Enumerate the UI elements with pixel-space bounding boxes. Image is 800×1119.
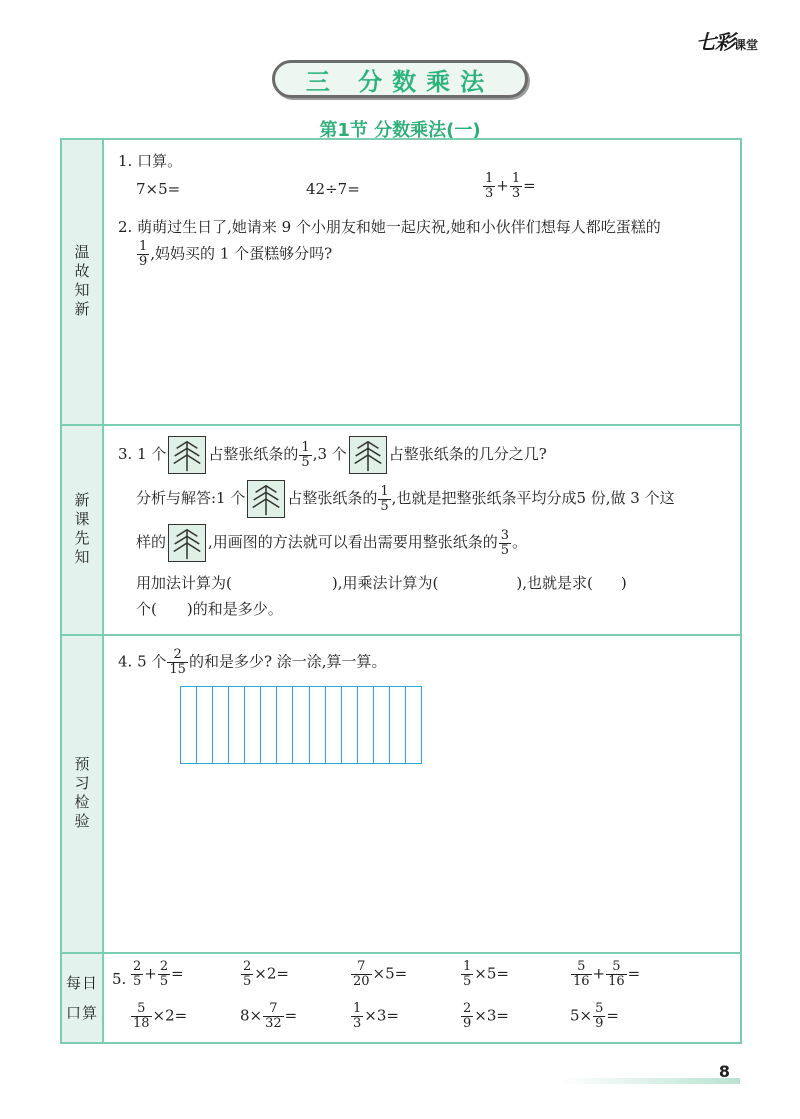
strip-cell[interactable] <box>197 687 213 763</box>
strip-cell[interactable] <box>390 687 406 763</box>
page-bar <box>560 1078 740 1084</box>
fraction: $\frac{5}{9}$ <box>595 1001 604 1031</box>
fraction: $\frac{1}{3}$ <box>353 1001 362 1031</box>
side-daily-bottom: 口算 <box>65 1004 98 1022</box>
q1-expr-2: 42÷7= <box>306 180 360 198</box>
fraction: $\frac{2}{5}$ <box>133 959 142 989</box>
q2-line-1: 2. 萌萌过生日了,她请来 9 个小朋友和她一起庆祝,她和小伙伴们想每人都吃蛋糕的 <box>118 218 661 236</box>
strip-cell[interactable] <box>229 687 245 763</box>
q3-line-c: 样的 ,用画图的方法就可以看出需要用整张纸条的 $\frac{3}{5}$ 。 <box>136 524 527 562</box>
fraction: $\frac{1}{5}$ <box>380 483 389 514</box>
fraction: $\frac{2}{15}$ <box>169 647 186 677</box>
calc-expression: $\frac{7}{20}$ ×5= <box>353 959 408 989</box>
q3-line-e: 个( )的和是多少。 <box>136 600 283 618</box>
fraction: $\frac{1}{3}$ <box>485 171 494 201</box>
strip-cell[interactable] <box>245 687 261 763</box>
calc-expression: 8× $\frac{7}{32}$ = <box>240 1001 298 1031</box>
strip-cell[interactable] <box>293 687 309 763</box>
calc-expression: 5× $\frac{5}{9}$ = <box>570 1001 619 1031</box>
page-number: 8 <box>718 1062 730 1081</box>
strip-cell[interactable] <box>310 687 326 763</box>
chapter-title-box <box>272 60 528 98</box>
row-daily-calc <box>62 952 740 1042</box>
strip-cell[interactable] <box>181 687 197 763</box>
fraction: $\frac{2}{5}$ <box>243 959 252 989</box>
calc-expression: $\frac{5}{18}$ ×2= <box>133 1001 188 1031</box>
content-review <box>104 140 740 424</box>
calc-expression: $\frac{5}{16}$ + $\frac{5}{16}$ = <box>573 959 641 989</box>
content-daily-calc <box>104 954 740 1042</box>
fraction: $\frac{5}{16}$ <box>573 959 590 989</box>
strip-cell[interactable] <box>358 687 374 763</box>
tree-icon <box>168 524 206 562</box>
strip-cell[interactable] <box>277 687 293 763</box>
calc-expression: $\frac{2}{5}$ + $\frac{2}{5}$ = <box>133 959 184 989</box>
row-new-lesson <box>62 424 740 634</box>
side-daily-top: 每日 <box>65 974 98 992</box>
q3-line-d: 用加法计算为( ),用乘法计算为( ),也就是求( ) <box>136 574 627 592</box>
strip-cell[interactable] <box>406 687 421 763</box>
fraction: $\frac{7}{32}$ <box>265 1001 282 1031</box>
tree-icon <box>247 480 285 518</box>
q1-expr-3: $\frac{1}{3}$ + $\frac{1}{3}$ = <box>485 171 536 201</box>
brand-small: 课堂 <box>733 38 758 52</box>
worksheet <box>60 138 742 1044</box>
brand-big: 七彩 <box>695 30 734 54</box>
row-review <box>62 140 740 424</box>
brand-logo <box>696 26 758 55</box>
side-label-daily-calc <box>62 954 104 1042</box>
fraction: $\frac{1}{5}$ <box>463 959 472 989</box>
row-preview-check <box>62 634 740 952</box>
tree-icon <box>349 436 387 474</box>
side-label-review: 温故知新 <box>62 140 104 424</box>
q3-line-a: 3. 1 个 占整张纸条的 $\frac{1}{5}$ ,3 个 占整张纸条的几分之几? <box>118 436 547 474</box>
calc-expression: $\frac{2}{5}$ ×2= <box>243 959 289 989</box>
side-label-preview-check: 预习检验 <box>62 636 104 952</box>
strip-cell[interactable] <box>213 687 229 763</box>
fraction: $\frac{5}{18}$ <box>133 1001 150 1031</box>
fraction: $\frac{2}{9}$ <box>463 1001 472 1031</box>
fraction: $\frac{7}{20}$ <box>353 959 370 989</box>
paper-strip[interactable] <box>180 686 422 764</box>
content-new-lesson <box>104 426 740 634</box>
calc-expression: $\frac{1}{5}$ ×5= <box>463 959 509 989</box>
strip-cell[interactable] <box>326 687 342 763</box>
strip-cell[interactable] <box>261 687 277 763</box>
q1-label: 1. 口算。 <box>118 152 183 170</box>
fraction: $\frac{1}{5}$ <box>301 439 310 470</box>
fraction: $\frac{2}{5}$ <box>159 959 169 989</box>
section-title: 第1节 分数乘法(一) <box>319 120 481 141</box>
content-preview-check <box>104 636 740 952</box>
q1-expr-1: 7×5= <box>136 180 181 198</box>
q2-line-2: $\frac{1}{9}$ ,妈妈买的 1 个蛋糕够分吗? <box>139 239 333 269</box>
q4-prompt: 4. 5 个 $\frac{2}{15}$ 的和是多少? 涂一涂,算一算。 <box>118 647 387 677</box>
q5-label: 5. <box>112 970 127 988</box>
fraction: $\frac{1}{3}$ <box>511 171 521 201</box>
tree-icon <box>168 436 206 474</box>
strip-cell[interactable] <box>374 687 390 763</box>
calc-expression: $\frac{2}{9}$ ×3= <box>463 1001 509 1031</box>
fraction: $\frac{3}{5}$ <box>500 527 510 558</box>
calc-expression: $\frac{1}{3}$ ×3= <box>353 1001 399 1031</box>
fraction: $\frac{5}{16}$ <box>608 959 625 989</box>
fraction: $\frac{1}{9}$ <box>139 239 148 269</box>
strip-cell[interactable] <box>342 687 358 763</box>
side-label-new-lesson: 新课先知 <box>62 426 104 634</box>
q3-line-b: 分析与解答:1 个 占整张纸条的 $\frac{1}{5}$ ,也就是把整张纸条平均分成5 份,做 3 个这 <box>136 480 675 518</box>
chapter-title: 三 分数乘法 <box>305 67 495 96</box>
